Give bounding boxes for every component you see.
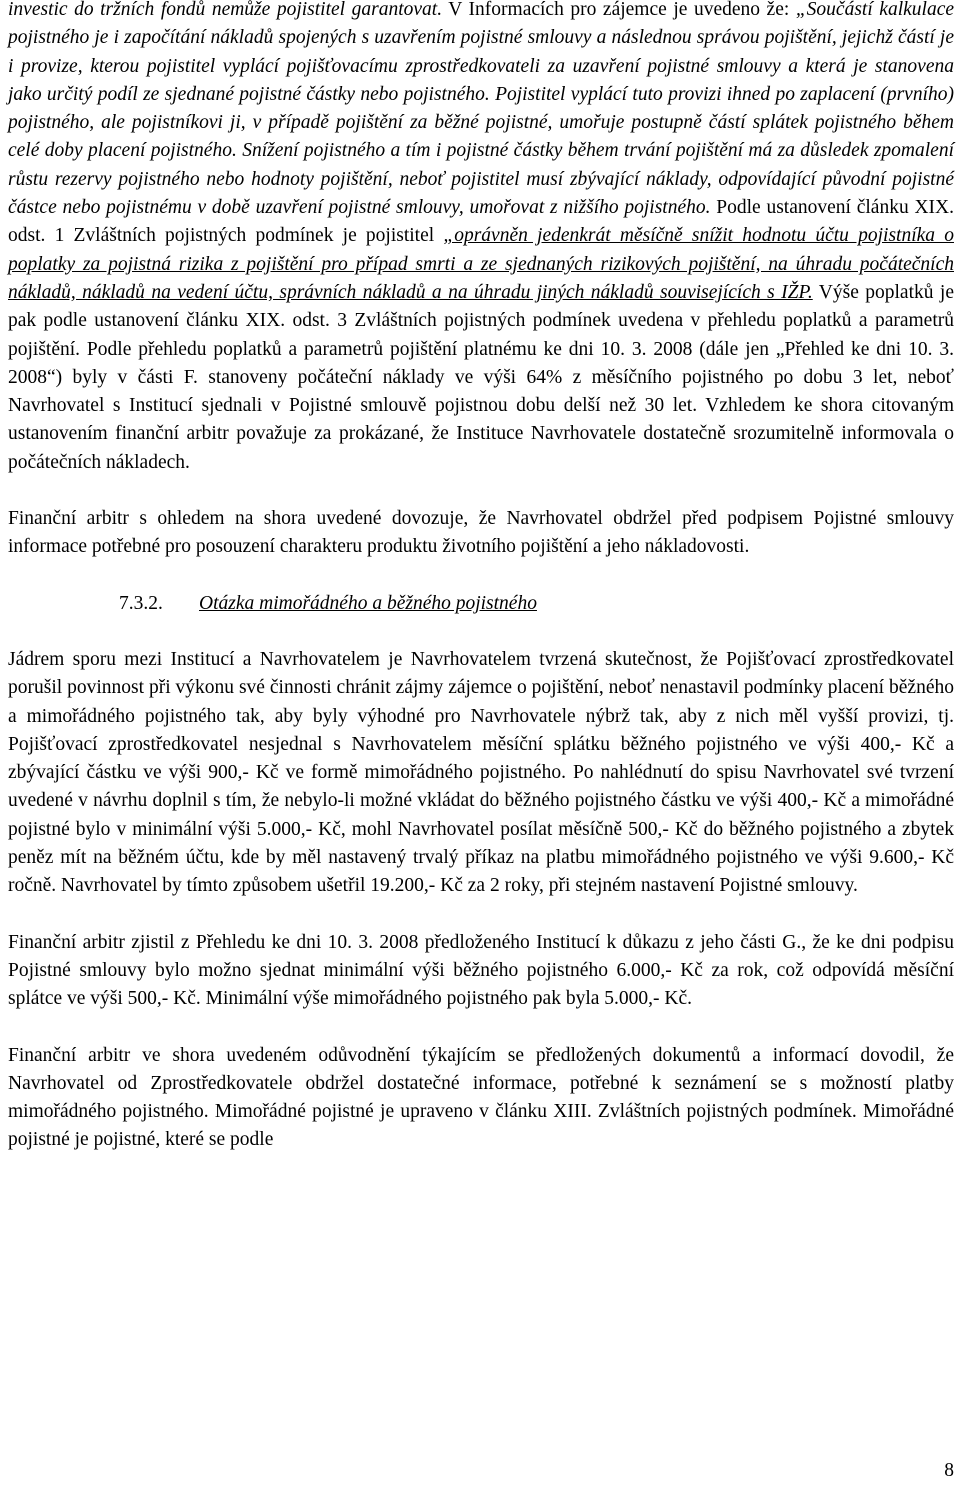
document-page [8, 0, 954, 1155]
section-number: 7.3.2. [119, 592, 163, 614]
paragraph-information-for-applicants [8, 0, 954, 477]
paragraph-core-dispute: Jádrem sporu mezi Institucí a Navrhovatelem je Navrhovatelem tvrzená skutečnost, že Pojišťovací zprostředkovatel porušil povinnost při výkonu své činnosti chránit zájmy zájemce o pojištění, neboť nenastavil podmínky placení běžného a mimořádného pojistného tak, aby byly výhodné pro Navrhovatele nýbrž tak, aby z nich měl vyšší provizi, tj. Pojišťovací zprostředkovatel nesjednal s Navrhovatelem měsíční splátku běžného pojistného ve výši 400,- Kč a zbývající částku ve výši 900,- Kč ve formě mimořádného pojistného. Po nahlédnutí do spisu Navrhovatel své tvrzení uvedené v návrhu doplnil s tím, že nebylo-li možné vkládat do běžného pojistného částku ve výši 400,- Kč a mimořádné pojistné bylo v minimální výši 5.000,- Kč, mohl Navrhovatel posílat měsíčně 500,- Kč do běžného pojistného a zbytek peněz mít na běžném účtu, kde by měl nastavený trvalý příkaz na platbu mimořádného pojistného ve výši 9.600,- Kč ročně. Navrhovatel by tímto způsobem ušetřil 19.200,- Kč za 2 roky, při stejném nastavení Pojistné smlouvy. [8, 648, 954, 897]
paragraph-arbiter-conclusion: Finanční arbitr s ohledem na shora uvedené dovozuje, že Navrhovatel obdržel před podpisem Pojistné smlouvy informace potřebné pro posouzení charakteru produktu životního pojištění a jeho nákladovosti. [8, 508, 954, 558]
body-text: V Informacích pro zájemce je uvedeno že: [442, 0, 796, 20]
quoted-italic-text: investic do tržních fondů nemůže pojistitel garantovat. [8, 0, 443, 20]
page-number: 8 [944, 1460, 954, 1481]
quoted-italic-text: „Součástí kalkulace pojistného je i započítání nákladů spojených s uzavřením pojistné smlouvy a následnou správou pojištění, jejichž částí je i provize, kterou pojistitel vyplácí pojišťovacímu zprostředkovateli za uzavření pojistné smlouvy a která je stanovena jako určitý podíl ze sjednané pojistné částky nebo pojistného. Pojistitel vyplácí tuto provizi ihned po zaplacení (prvního) pojistného, ale pojistníkovi ji, v případě pojištění za běžné pojistné, umořuje postupně částí splátek pojistného během celé doby placení pojistného. Snížení pojistného a tím i pojistné částky během trvání pojištění má za důsledek zpomalení růstu rezervy pojistného nebo hodnoty pojištění, neboť pojistitel musí zbývající náklady, odpovídající původní pojistné částce nebo pojistnému v době uzavření pojistné smlouvy, umořovat z nižšího pojistného. [8, 0, 955, 219]
quoted-underlined-text: „oprávněn jedenkrát měsíčně snížit hodnotu účtu pojistníka o poplatky za pojistná rizika z pojištění pro případ smrti a ze sjednaných rizikových pojištění, na úhradu počátečních nákladů, nákladů na vedení účtu, správních nákladů a na úhradu jiných nákladů souvisejících s IŽP. [8, 225, 954, 303]
body-text: Výše poplatků je pak podle ustanovení článku XIX. odst. 3 Zvláštních pojistných podmínek uvedena v přehledu poplatků a parametrů pojištění. Podle přehledu poplatků a parametrů pojištění platnému ke dni 10. 3. 2008 (dále jen „Přehled ke dni 10. 3. 2008“) byly v části F. stanoveny počáteční náklady ve výši 64% z měsíčního pojistného po dobu 3 let, neboť Navrhovatel s Institucí sjednali v Pojistné smlouvě pojistnou dobu delší než 30 let. Vzhledem ke shora citovaným ustanovením finanční arbitr považuje za prokázané, že Instituce Navrhovatele dostatečně srozumitelně informovala o počátečních nákladech. [8, 281, 954, 473]
body-text: Podle ustanovení článku XIX. odst. 1 Zvláštních pojistných podmínek je pojistitel [8, 197, 954, 247]
section-heading [8, 590, 954, 618]
paragraph-arbiter-reasoning: Finanční arbitr ve shora uvedeném odůvodnění týkajícím se předložených dokumentů a informací dovodil, že Navrhovatel od Zprostředkovatele obdržel dostatečné informace, potřebné k seznámení se s možností platby mimořádného pojistného. Mimořádné pojistné je upraveno v článku XIII. Zvláštních pojistných podmínek. Mimořádné pojistné je pojistné, které se podle [8, 1044, 954, 1151]
paragraph-arbiter-findings: Finanční arbitr zjistil z Přehledu ke dni 10. 3. 2008 předloženého Institucí k důkazu z jeho části G., že ke dni podpisu Pojistné smlouvy bylo možno sjednat minimální výši běžného pojistného 6.000,- Kč za rok, což odpovídá měsíční splátce ve výši 500,- Kč. Minimální výše mimořádného pojistného pak byla 5.000,- Kč. [8, 931, 954, 1010]
section-title: Otázka mimořádného a běžného pojistného [199, 592, 537, 614]
